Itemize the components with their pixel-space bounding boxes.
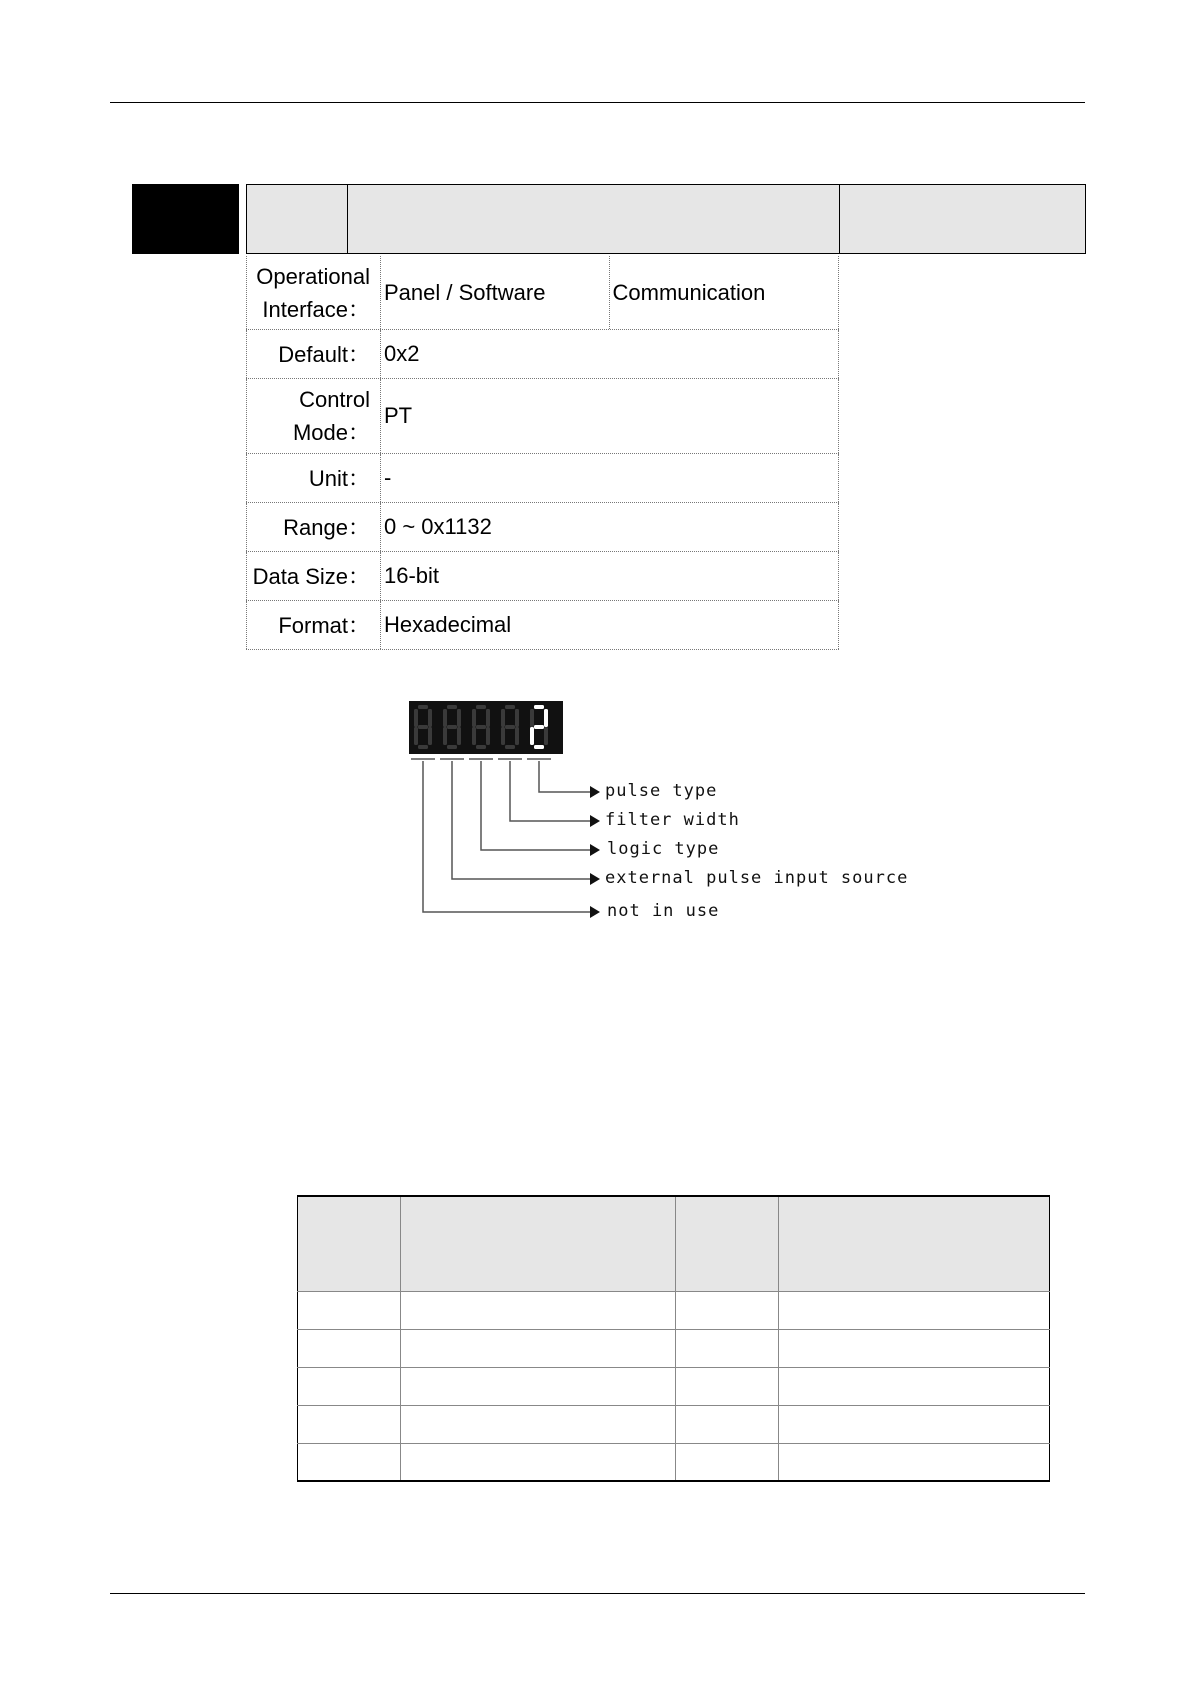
leader-line (539, 761, 592, 792)
leader-line (510, 761, 592, 821)
segment (476, 745, 486, 749)
table-row (298, 1291, 1050, 1329)
segment (428, 727, 432, 745)
arrowhead (590, 906, 600, 918)
segment (472, 709, 476, 727)
segment (414, 727, 418, 745)
segment (447, 725, 457, 729)
digit-display-diagram (400, 695, 920, 935)
segment (486, 709, 490, 727)
segment (515, 709, 519, 727)
param-label: Range： (246, 503, 381, 551)
param-label: Control Mode： (246, 379, 381, 453)
header-rule (110, 102, 1085, 103)
segment (534, 745, 544, 749)
param-label: Unit： (246, 454, 381, 502)
segment (505, 725, 515, 729)
param-row-control-mode (246, 379, 839, 454)
arrowhead (590, 873, 600, 885)
param-label: Format： (246, 601, 381, 649)
segment (418, 705, 428, 709)
segment (534, 705, 544, 709)
segment (476, 725, 486, 729)
table-row (298, 1443, 1050, 1481)
segment (530, 709, 534, 727)
table-row (298, 1367, 1050, 1405)
segment (501, 727, 505, 745)
segment (501, 709, 505, 727)
param-label: Operational Interface： (246, 256, 381, 329)
param-value: PT (381, 379, 839, 453)
param-row-default (246, 330, 839, 379)
segment (414, 709, 418, 727)
table-row (298, 1329, 1050, 1367)
param-row-format (246, 601, 839, 650)
segment (505, 745, 515, 749)
segment (544, 709, 548, 727)
label-not-in-use: not in use (607, 901, 720, 921)
segment (418, 725, 428, 729)
segment (476, 705, 486, 709)
param-value: Hexadecimal (381, 601, 839, 649)
segment (457, 727, 461, 745)
param-value: 0x2 (381, 330, 839, 378)
segment (447, 745, 457, 749)
setting-value-table (297, 1195, 1050, 1482)
param-label: Default： (246, 330, 381, 378)
interface-communication: Communication (612, 279, 766, 305)
footer-rule (110, 1593, 1085, 1594)
label-pulse-type: pulse type (605, 781, 718, 801)
table-header-row (298, 1196, 1050, 1291)
table-header-cell (779, 1196, 1050, 1291)
segment (457, 709, 461, 727)
param-row-interface (246, 256, 839, 330)
param-row-unit (246, 454, 839, 503)
segment (443, 727, 447, 745)
segment (544, 727, 548, 745)
segment (530, 727, 534, 745)
param-value: 16-bit (381, 552, 839, 600)
parameter-attributes-table (246, 256, 839, 650)
table-row (298, 1405, 1050, 1443)
param-label: Data Size： (246, 552, 381, 600)
segment (418, 745, 428, 749)
segment (428, 709, 432, 727)
table-header-cell (676, 1196, 779, 1291)
param-row-range (246, 503, 839, 552)
segment (515, 727, 519, 745)
header-cell-2 (348, 185, 840, 253)
param-value: 0 ~ 0x1132 (381, 503, 839, 551)
table-header-cell (298, 1196, 401, 1291)
label-logic-type: logic type (607, 839, 720, 859)
segment (486, 727, 490, 745)
segment (443, 709, 447, 727)
label-filter-width: filter width (605, 810, 740, 830)
header-cell-3 (840, 185, 1085, 253)
segment (505, 705, 515, 709)
parameter-header (246, 184, 1086, 254)
param-row-data-size (246, 552, 839, 601)
segment (447, 705, 457, 709)
leader-line (423, 761, 592, 912)
arrowhead (590, 786, 600, 798)
table-header-cell (401, 1196, 676, 1291)
label-external-pulse-input-source: external pulse input source (605, 868, 909, 888)
arrowhead (590, 844, 600, 856)
leader-line (481, 761, 592, 850)
segment (472, 727, 476, 745)
header-cell-1 (247, 185, 348, 253)
segment (534, 725, 544, 729)
param-value (381, 256, 839, 329)
param-value: - (381, 454, 839, 502)
leader-line (452, 761, 592, 879)
arrowhead (590, 815, 600, 827)
parameter-code-tab (132, 184, 239, 254)
interface-panel-software: Panel / Software (381, 256, 610, 329)
